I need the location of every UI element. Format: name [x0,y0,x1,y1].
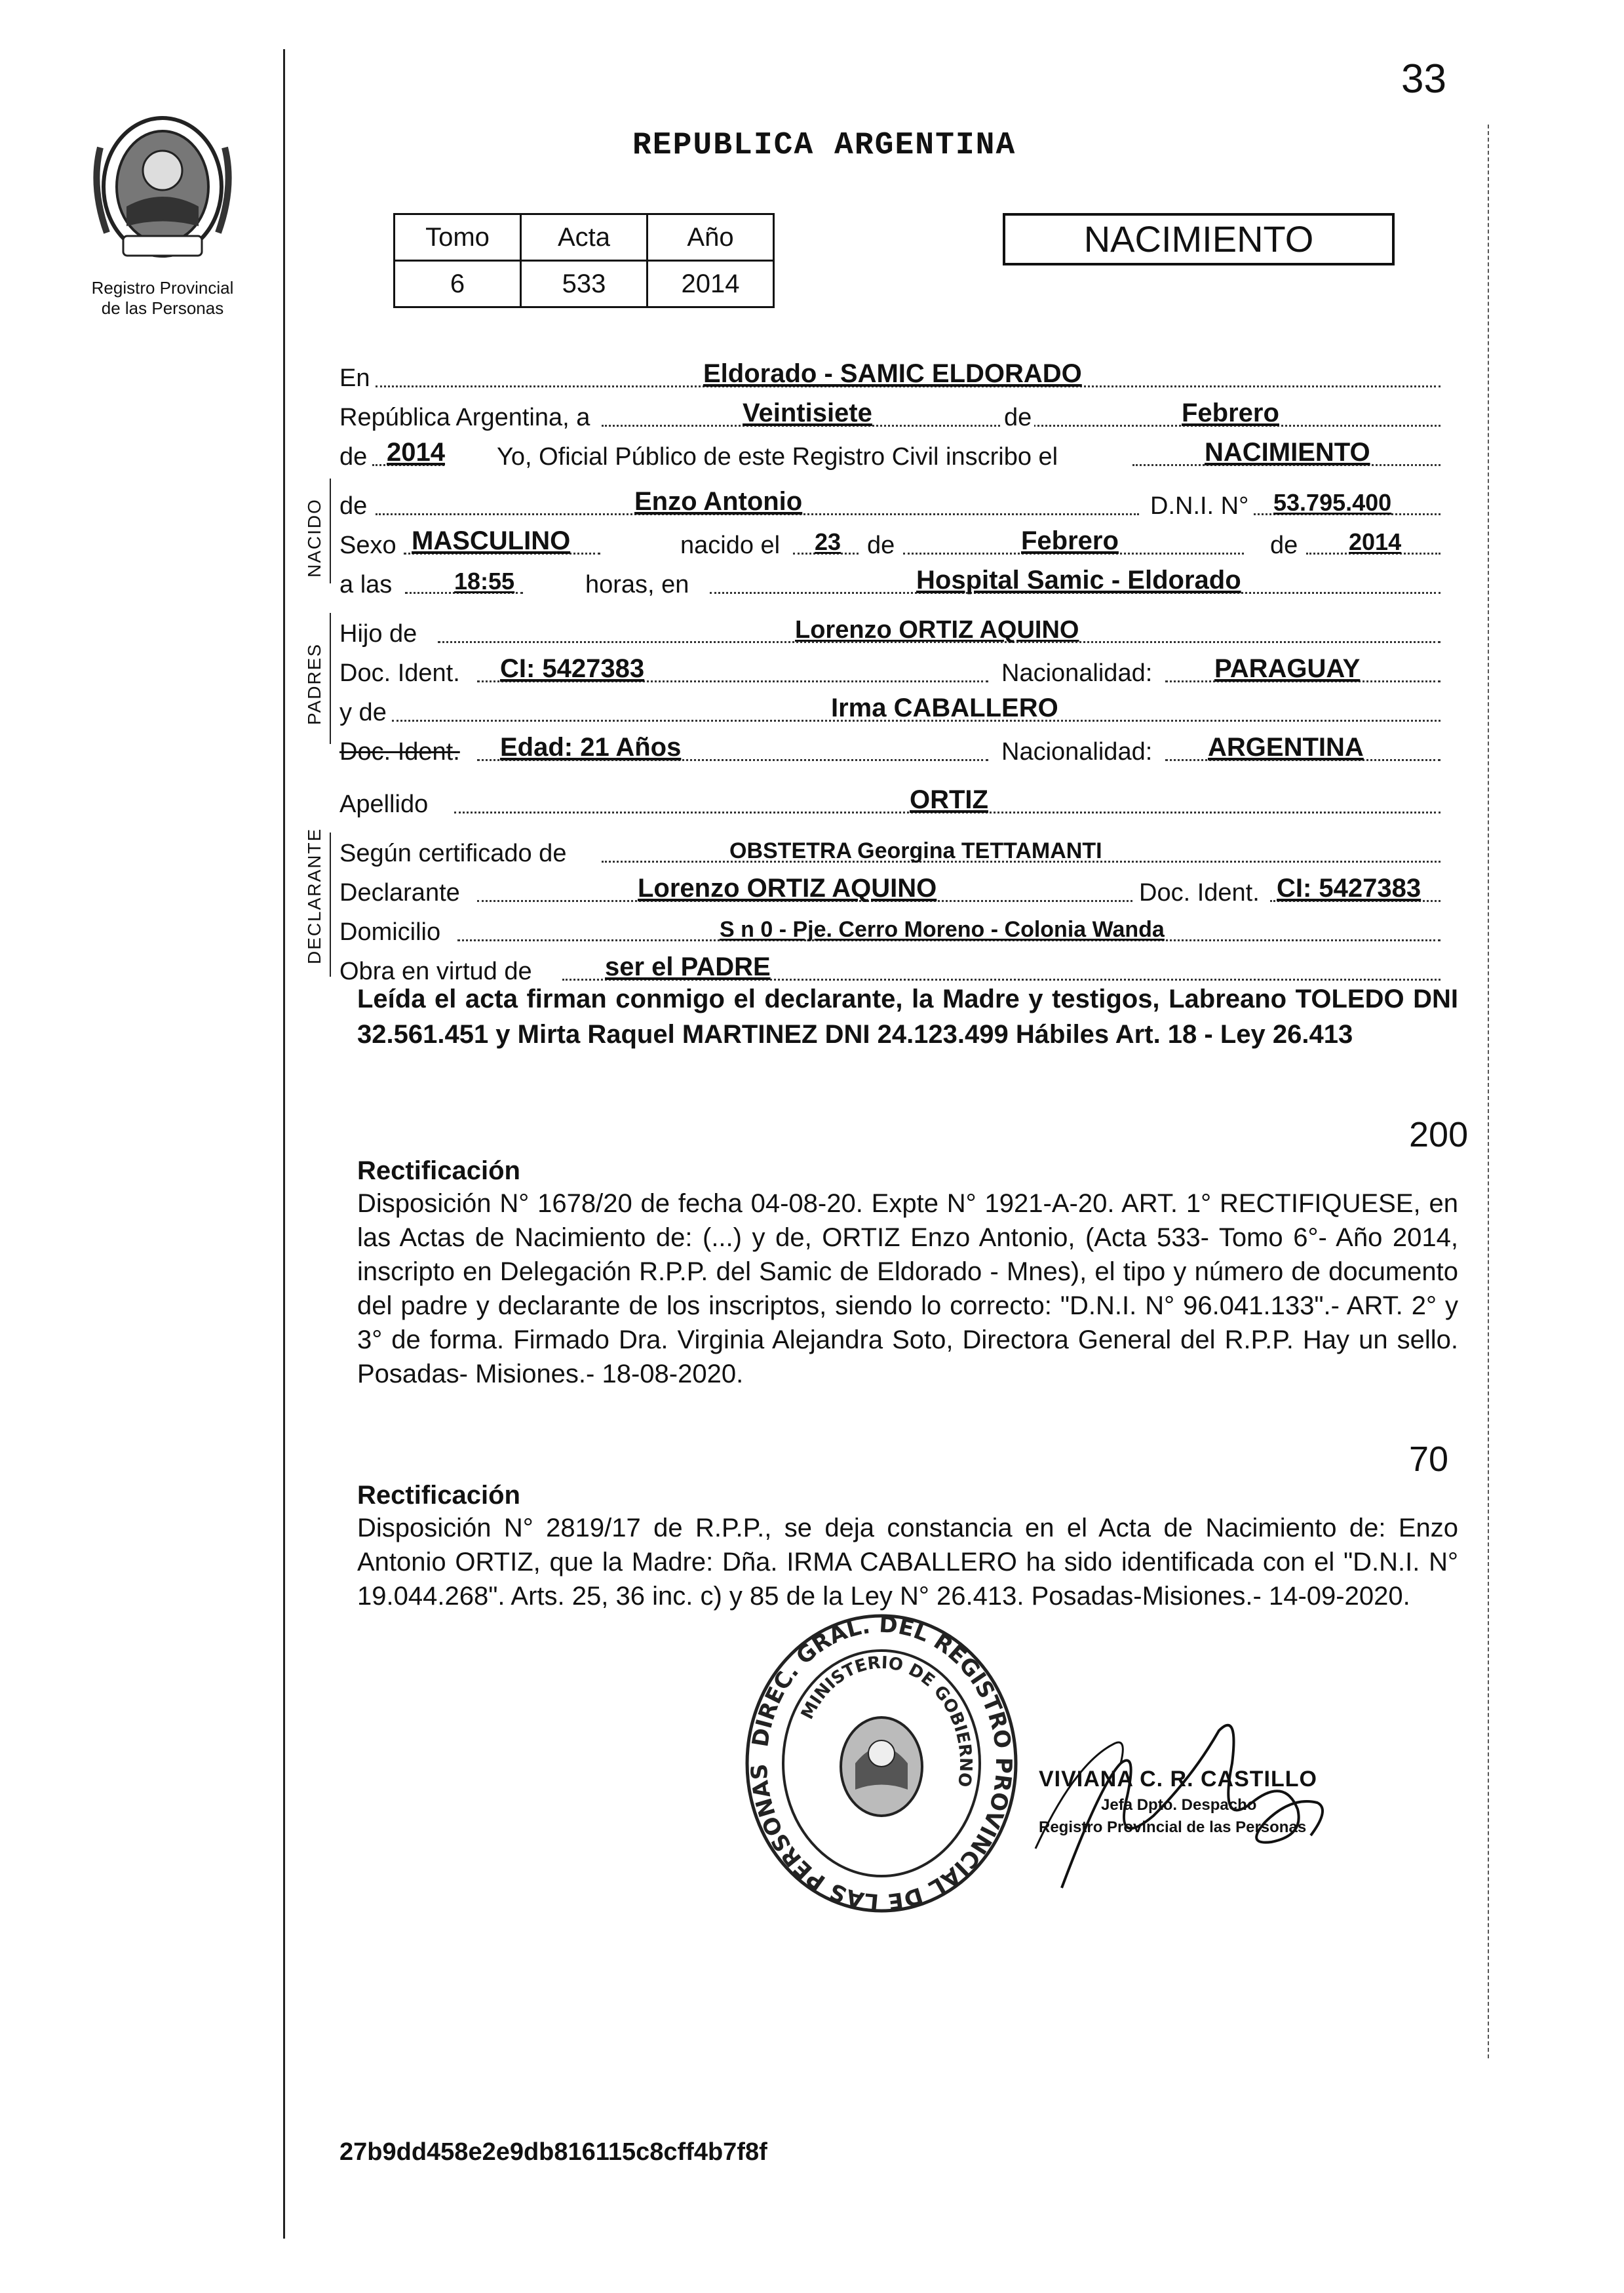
nac-de-2: de [1270,532,1298,559]
rectificacion-1-body: Disposición N° 1678/20 de fecha 04-08-20. Expte N° 1921-A-20. ART. 1° RECTIFIQUESE, en las Actas de Nacimiento de: (...) y de, ORTIZ Enzo Antonio, (Acta 533- Tomo 6°- Año 2014, inscripto en Delegación R.P.P. del Samic de Eldorado - Mnes), el tipo y número de documento del padre y declarante de los inscriptos, siendo lo correcto: "D.N.I. N° 96.041.133".- ART. 2° y 3° de forma. Firmado Dra. Virginia Alejandra Soto, Directora General del R.P.P. Hay un sello. Posadas- Misiones.- 18-08-2020. [357,1189,1458,1388]
official-seal [744,1613,1019,1914]
nacido-bracket [330,479,331,583]
registry-logo [77,108,248,319]
horas-en-label: horas, en [585,571,689,598]
anio-prefix: de [339,443,368,471]
padre-value: Lorenzo ORTIZ AQUINO [795,616,1079,644]
madre-edad-value: Edad: 21 Años [500,733,682,762]
domicilio-label: Domicilio [339,918,441,946]
obra-label: Obra en virtud de [339,958,532,985]
republica-label: República Argentina, a [339,404,590,431]
document-title: REPUBLICA ARGENTINA [632,128,1016,163]
handwritten-signature [1022,1704,1363,1901]
lugar-value: Hospital Samic - Eldorado [916,566,1241,595]
padre-doc-value: CI: 5427383 [500,654,645,683]
hijo-label: Hijo de [339,620,417,648]
row-madre [339,692,1454,731]
apellido-label: Apellido [339,791,429,818]
padre-nac-label: Nacionalidad: [1001,659,1153,687]
en-label: En [339,364,370,392]
oficial-text: Yo, Oficial Público de este Registro Civil inscribo el [497,443,1058,471]
coat-of-arms-icon [87,108,238,272]
side-label-padres: PADRES [304,642,324,725]
madre-nac-label: Nacionalidad: [1001,738,1153,766]
madre-nac-value: ARGENTINA [1208,733,1364,762]
dni-label: D.N.I. N° [1150,492,1249,520]
nombre-value: Enzo Antonio [634,487,803,516]
de-label: de [1001,404,1034,432]
ref-value-anio: 2014 [648,261,774,307]
ref-value-tomo: 6 [395,261,521,307]
apellido-value: ORTIZ [910,785,988,814]
certificado-label: Según certificado de [339,840,567,867]
sexo-label: Sexo [339,532,396,559]
padre-nac-value: PARAGUAY [1214,654,1361,683]
domicilio-value: S n 0 - Pje. Cerro Moreno - Colonia Wanda [720,917,1165,942]
rectificacion-1-title: Rectificación [357,1156,520,1185]
row-certificado [339,833,1454,872]
side-label-nacido: NACIDO [304,498,324,578]
anio-value: 2014 [387,438,445,467]
stamp-name: VIVIANA C. R. CASTILLO [1039,1767,1317,1792]
hora-value: 18:55 [454,568,515,595]
sexo-value: MASCULINO [412,526,571,555]
seal-inner-text: MINISTERIO DE GOBIERNO [797,1653,976,1788]
yde-label: y de [339,699,387,726]
nac-mes-value: Febrero [1021,526,1119,555]
ref-header-acta: Acta [521,214,648,261]
madre-doc-label: Doc. Ident. [339,738,460,766]
en-value: Eldorado - SAMIC ELDORADO [703,359,1082,388]
page-number: 33 [1401,56,1446,102]
act-type-box: NACIMIENTO [1003,213,1395,265]
nac-anio-value: 2014 [1349,528,1402,555]
ref-value-acta: 533 [521,261,648,307]
ref-header-tomo: Tomo [395,214,521,261]
row-apellido [339,783,1454,823]
row-fecha [339,397,1454,436]
rectificacion-2-body: Disposición N° 2819/17 de R.P.P., se deja constancia en el Acta de Nacimiento de: Enzo Antonio ORTIZ, que la Madre: Dña. IRMA CABALLERO ha sido identificada con el "D.N.I. N° 19.044.268". Arts. 25, 36 inc. c) y 85 de la Ley N° 26.413. Posadas-Misiones.- 14-09-2020. [357,1514,1458,1611]
rectificacion-1-number: 200 [1409,1115,1469,1154]
stamp-line-3: Registro Provincial de las Personas [1039,1818,1307,1836]
nacido-label: nacido el [680,532,781,559]
certificado-value: OBSTETRA Georgina TETTAMANTI [729,838,1102,863]
dni-value: 53.795.400 [1273,489,1392,516]
right-margin-rule [1488,125,1489,2058]
row-en [339,357,1454,397]
rectificacion-2-number: 70 [1409,1440,1449,1479]
nombre-label: de [339,492,368,520]
obra-value: ser el PADRE [605,952,771,981]
row-inscribo [339,436,1454,475]
row-padre [339,613,1454,652]
declarante-label: Declarante [339,879,460,907]
rectificacion-2-title: Rectificación [357,1481,520,1510]
row-madre-doc [339,731,1454,770]
declarante-bracket [330,833,331,977]
side-label-declarante: DECLARANTE [304,827,324,964]
stamp-line-2: Jefa Dpto. Despacho [1101,1796,1257,1814]
row-domicilio [339,911,1454,951]
nac-dia-value: 23 [815,528,841,555]
padre-doc-label: Doc. Ident. [339,659,460,687]
seal-ring-text: DIREC. GRAL. DEL REGISTRO PROVINCIAL DE LAS PERSONAS [746,1613,1017,1914]
madre-value: Irma CABALLERO [831,694,1058,722]
row-declarante [339,872,1454,911]
declarante-doc-label: Doc. Ident. [1139,879,1260,907]
reference-table [393,213,775,308]
mes-value: Febrero [1182,399,1279,427]
declarante-value: Lorenzo ORTIZ AQUINO [638,874,937,903]
ref-header-anio: Año [648,214,774,261]
document-hash: 27b9dd458e2e9db816115c8cff4b7f8f [339,2138,767,2166]
closing-statement: Leída el acta firman conmigo el declarante, la Madre y testigos, Labreano TOLEDO DNI 32.561.451 y Mirta Raquel MARTINEZ DNI 24.123.499 Hábiles Art. 18 - Ley 26.413 [357,985,1458,1049]
declarante-doc-value: CI: 5427383 [1277,874,1421,903]
nac-de-1: de [867,532,895,559]
row-hora [339,564,1454,603]
row-nombre [339,485,1454,524]
row-sexo [339,524,1454,564]
dia-value: Veintisiete [743,399,872,427]
logo-caption-2: de las Personas [101,298,224,318]
row-padre-doc [339,652,1454,692]
logo-caption-1: Registro Provincial [91,278,234,298]
seal-icon [744,1613,1019,1914]
left-margin-rule [283,49,285,2239]
padres-bracket [330,613,331,744]
inscribo-value: NACIMIENTO [1205,438,1370,467]
alas-label: a las [339,571,393,598]
